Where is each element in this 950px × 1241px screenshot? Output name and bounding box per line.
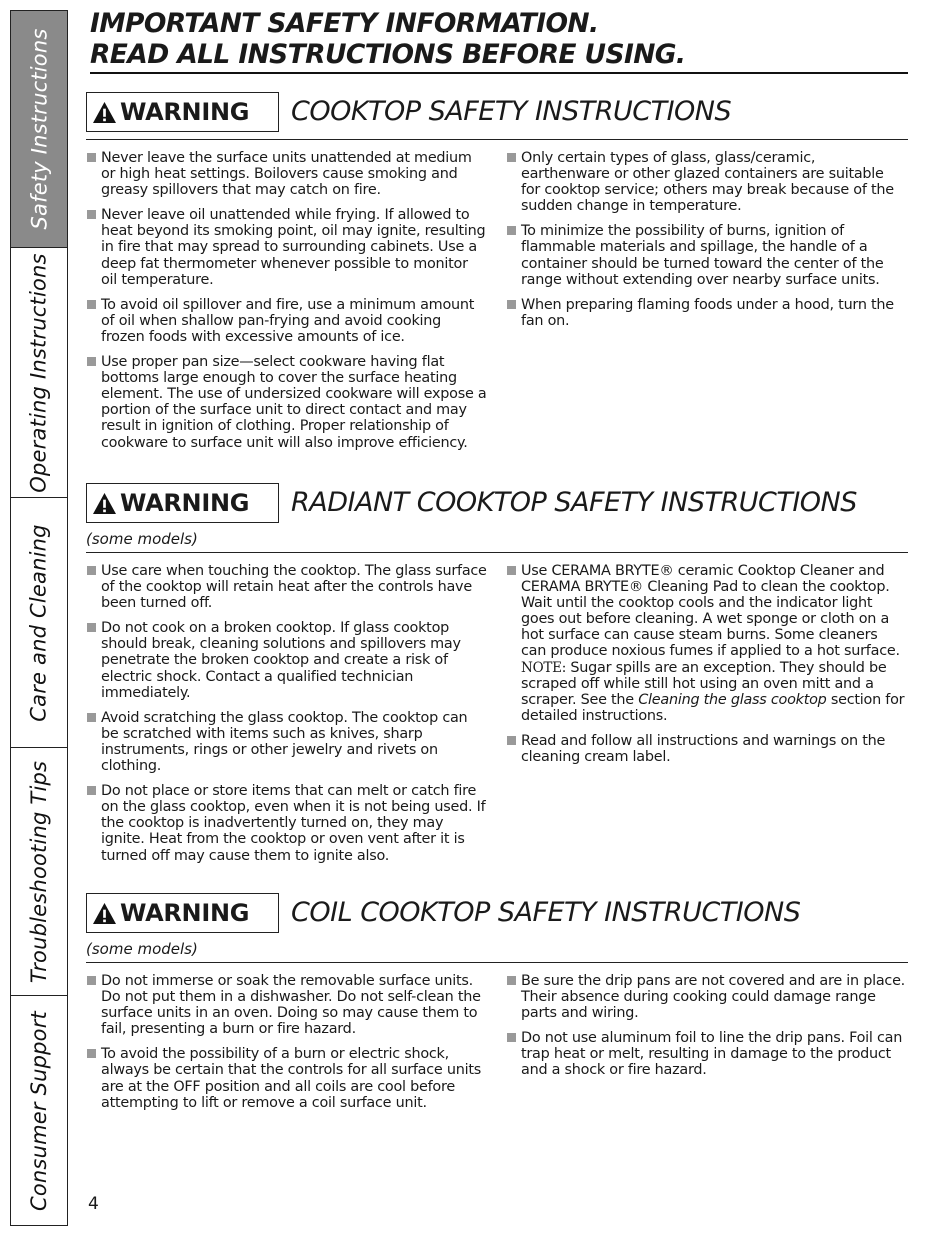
list-item: When preparing flaming foods under a hood, turn the fan on.	[506, 297, 906, 329]
list-item: Do not immerse or soak the removable surface units. Do not put them in a dishwasher. Do not self-clean the surface units in an oven. Doing so may cause them to fail, presenting a burn or fire hazard.	[86, 973, 488, 1037]
cooktop-safety-section	[86, 92, 908, 451]
square-bullet-icon	[87, 300, 96, 309]
left-column	[86, 563, 488, 873]
warning-label: WARNING	[120, 899, 250, 927]
tab-label: Operating Instructions	[27, 252, 51, 493]
tab-troubleshooting-tips[interactable]	[11, 748, 67, 996]
list-item: To avoid oil spillover and fire, use a minimum amount of oil when shallow pan-frying and avoid cooking frozen foods with excessive amounts of ice.	[86, 297, 488, 345]
square-bullet-icon	[87, 713, 96, 722]
warning-triangle-icon	[92, 101, 117, 124]
section-subtitle: (some models)	[86, 530, 198, 548]
section-header	[86, 92, 908, 140]
square-bullet-icon	[87, 210, 96, 219]
list-item: Use proper pan size—select cookware having flat bottoms large enough to cover the surface heating element. The use of undersized cookware will expose a portion of the surface unit to direct contact and may result in ignition of clothing. Proper relationship of cookware to surface unit will also improve efficiency.	[86, 354, 488, 451]
list-item: Only certain types of glass, glass/ceramic, earthenware or other glazed containers are suitable for cooktop service; others may break because of the sudden change in temperature.	[506, 150, 906, 214]
right-column	[506, 150, 906, 338]
section-title: RADIANT COOKTOP SAFETY INSTRUCTIONS	[291, 487, 857, 518]
square-bullet-icon	[507, 300, 516, 309]
list-item: Use care when touching the cooktop. The glass surface of the cooktop will retain heat after the controls have been turned off.	[86, 563, 488, 611]
note-label: NOTE:	[521, 659, 567, 676]
warning-label: WARNING	[120, 489, 250, 517]
warning-label: WARNING	[120, 98, 250, 126]
warning-triangle-icon	[92, 902, 117, 925]
tab-label: Safety Instructions	[27, 28, 52, 230]
warning-badge	[86, 483, 279, 523]
coil-cooktop-safety-section	[86, 893, 908, 1111]
list-item: Avoid scratching the glass cooktop. The cooktop can be scratched with items such as knives, sharp instruments, rings or other jewelry and rivets on clothing.	[86, 710, 488, 774]
radiant-cooktop-safety-section	[86, 483, 908, 864]
section-subtitle: (some models)	[86, 940, 198, 958]
tab-label: Consumer Support	[27, 1010, 52, 1211]
square-bullet-icon	[87, 357, 96, 366]
list-item: Use CERAMA BRYTE® ceramic Cooktop Cleaner and CERAMA BRYTE® Cleaning Pad to clean the cooktop. Wait until the cooktop cools and the indicator light goes out before cleaning. A wet sponge or cloth on a hot surface can cause steam burns. Some cleaners can produce noxious fumes if applied to a hot surface. NOTE: Sugar spills are an exception. They should be scraped off while still hot using an oven mitt and a scraper. See the Cleaning the glass cooktop section for detailed instructions.	[506, 563, 906, 724]
right-column	[506, 563, 906, 774]
list-item: Never leave the surface units unattended at medium or high heat settings. Boilovers cause smoking and greasy spillovers that may catch on fire.	[86, 150, 488, 198]
left-column	[86, 150, 488, 460]
list-item: Never leave oil unattended while frying. If allowed to heat beyond its smoking point, oil may ignite, resulting in fire that may spread to surrounding cabinets. Use a deep fat thermometer whenever possible to monitor oil temperature.	[86, 207, 488, 287]
tab-consumer-support[interactable]	[11, 996, 67, 1225]
section-title: COOKTOP SAFETY INSTRUCTIONS	[291, 96, 732, 127]
header-title-line-2: READ ALL INSTRUCTIONS BEFORE USING.	[90, 39, 686, 70]
tab-operating-instructions[interactable]	[11, 248, 67, 498]
square-bullet-icon	[87, 623, 96, 632]
list-item: Do not cook on a broken cooktop. If glass cooktop should break, cleaning solutions and spillovers may penetrate the broken cooktop and create a risk of electric shock. Contact a qualified technician immediately.	[86, 620, 488, 700]
square-bullet-icon	[87, 1049, 96, 1058]
side-nav	[10, 10, 68, 1226]
cross-reference: Cleaning the glass cooktop	[638, 691, 827, 708]
list-item: Be sure the drip pans are not covered and are in place. Their absence during cooking could damage range parts and wiring.	[506, 973, 906, 1021]
square-bullet-icon	[507, 1033, 516, 1042]
square-bullet-icon	[507, 153, 516, 162]
square-bullet-icon	[507, 976, 516, 985]
warning-triangle-icon	[92, 492, 117, 515]
tab-safety-instructions[interactable]	[11, 11, 67, 248]
right-column	[506, 973, 906, 1088]
list-item: Do not place or store items that can melt or catch fire on the glass cooktop, even when it is not being used. If the cooktop is inadvertently turned on, they may ignite. Heat from the cooktop or oven vent after it is turned off may cause them to ignite also.	[86, 783, 488, 863]
square-bullet-icon	[87, 786, 96, 795]
left-column	[86, 973, 488, 1120]
header-title-line-1: IMPORTANT SAFETY INFORMATION.	[90, 8, 599, 39]
warning-badge	[86, 893, 279, 933]
tab-label: Care and Cleaning	[27, 523, 52, 722]
list-item: To minimize the possibility of burns, ignition of flammable materials and spillage, the handle of a container should be turned toward the center of the range without extending over nearby surface units.	[506, 223, 906, 287]
page-header	[90, 8, 908, 74]
page-number: 4	[88, 1194, 99, 1214]
warning-badge	[86, 92, 279, 132]
square-bullet-icon	[87, 153, 96, 162]
tab-label: Troubleshooting Tips	[27, 760, 51, 983]
section-header	[86, 893, 908, 963]
section-header	[86, 483, 908, 553]
section-title: COIL COOKTOP SAFETY INSTRUCTIONS	[291, 897, 801, 928]
tab-care-and-cleaning[interactable]	[11, 498, 67, 748]
list-item: Do not use aluminum foil to line the drip pans. Foil can trap heat or melt, resulting in damage to the product and a shock or fire hazard.	[506, 1030, 906, 1078]
square-bullet-icon	[507, 736, 516, 745]
square-bullet-icon	[507, 566, 516, 575]
square-bullet-icon	[507, 226, 516, 235]
list-item: To avoid the possibility of a burn or electric shock, always be certain that the controls for all surface units are at the OFF position and all coils are cool before attempting to lift or remove a coil surface unit.	[86, 1046, 488, 1110]
square-bullet-icon	[87, 976, 96, 985]
square-bullet-icon	[87, 566, 96, 575]
list-item: Read and follow all instructions and warnings on the cleaning cream label.	[506, 733, 906, 765]
